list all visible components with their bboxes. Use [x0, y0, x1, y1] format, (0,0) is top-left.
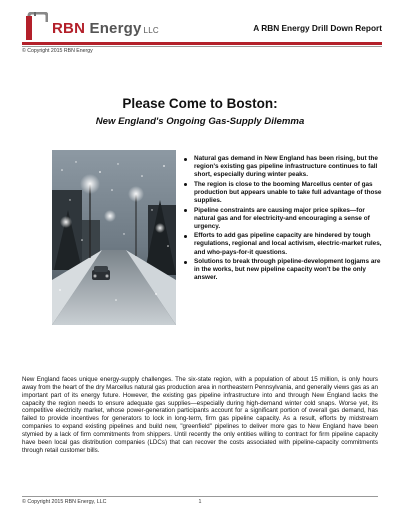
report-subtitle: New England's Ongoing Gas-Supply Dilemma — [95, 116, 305, 127]
key-point: The region is close to the booming Marcellus center of gas production but appears unable to take full advantage of those supplies. — [184, 181, 384, 205]
header-divider — [22, 42, 382, 45]
pipeline-logo-icon — [22, 12, 48, 40]
company-logo-text — [52, 20, 159, 37]
key-point: Solutions to break through pipeline-development logjams are in the works, but new pipeline capacity won't be the only answer. — [184, 258, 384, 282]
key-point: Natural gas demand in New England has been rising, but the region's existing gas pipeline infrastructure continues to fall short, especially during winter peaks. — [184, 155, 384, 179]
footer-copyright: © Copyright 2015 RBN Energy, LLC — [22, 499, 107, 505]
header-divider-thin — [22, 46, 382, 47]
header-copyright: © Copyright 2015 RBN Energy — [22, 48, 93, 54]
key-point: Efforts to add gas pipeline capacity are hindered by tough regulations, regional and local activism, electric-market rules, and who-pays-for-it questions. — [184, 232, 384, 256]
page-number: 1 — [198, 499, 202, 505]
footer-copyright-text: Copyright 2015 RBN Energy, LLC — [27, 499, 107, 505]
report-title: Please Come to Boston: — [122, 96, 278, 111]
body-paragraph: New England faces unique energy-supply challenges. The six-state region, with a population of about 15 million, is only hours away from the heart of the dry Marcellus natural gas production area in northeastern Pennsylvania, and generally views gas as an important part of its energy future. However, the existing gas pipeline infrastructure into and through New England lacks the capacity the region needs to ensure adequate gas supplies—especially during high-demand winter cold snaps. Worse yet, its competitive electricity market, whose power-generation participants account for a significant portion of overall gas demand, has failed to provide incentives for generators to lock in long-term, firm gas pipeline capacity. As a result, efforts by midstream companies to expand existing pipelines and build new, "greenfield" pipelines to deliver more gas to New England have been stymied by a lack of firm commitments from shippers. Until recently the only entities willing to contract for firm pipeline capacity have been local gas distribution companies (LDCs) that can recover the costs associated with pipeline-capacity commitments through retail customer bills. — [22, 376, 378, 454]
key-point: Pipeline constraints are causing major price spikes—for natural gas and for electricity-and encouraging a sense of urgency. — [184, 207, 384, 231]
key-points-list — [184, 155, 384, 284]
snowy-street-photo — [52, 150, 176, 325]
footer-divider — [22, 496, 378, 497]
report-type-label: A RBN Energy Drill Down Report — [253, 23, 382, 33]
logo-suffix: LLC — [143, 26, 159, 35]
logo-name: Energy — [89, 20, 142, 37]
report-header — [22, 12, 382, 44]
logo-brand: RBN — [52, 20, 86, 37]
